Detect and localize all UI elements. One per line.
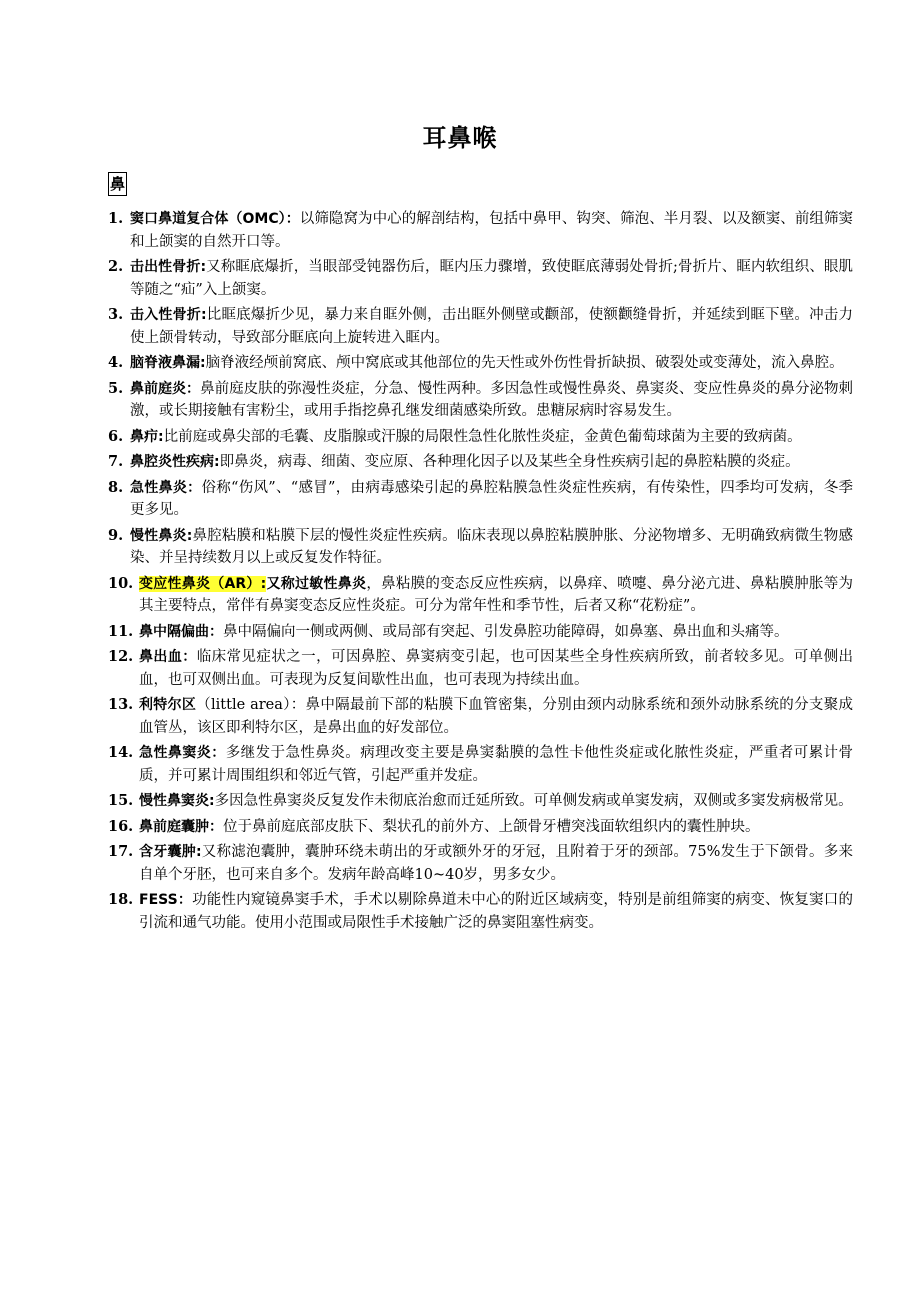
list-item bbox=[108, 646, 853, 691]
item-term: 慢性鼻窦炎: bbox=[139, 793, 215, 809]
item-term-extra: 又称过敏性鼻炎 bbox=[266, 575, 367, 592]
item-term: 窦口鼻道复合体（OMC）： bbox=[130, 211, 300, 227]
item-term: 鼻出血： bbox=[139, 649, 197, 665]
item-term: 鼻前庭炎： bbox=[130, 380, 201, 397]
item-number: 15. bbox=[108, 792, 134, 809]
item-term: 利特尔区 bbox=[139, 697, 197, 713]
list-item bbox=[108, 378, 853, 423]
list-item bbox=[108, 256, 853, 301]
list-item bbox=[108, 694, 853, 739]
item-number: 11. bbox=[108, 622, 134, 640]
item-text: 脑脊液经颅前窝底、颅中窝底或其他部位的先天性或外伤性骨折缺损、破裂处或变薄处，流入鼻腔。 bbox=[205, 355, 844, 371]
item-text: 多继发于急性鼻炎。病理改变主要是鼻窦黏膜的急性卡他性炎症或化脓性炎症，严重者可累计骨质，并可累计周围组织和邻近气管，引起严重并发症。 bbox=[139, 745, 854, 784]
item-text: ，鼻粘膜的变态反应性疾病，以鼻痒、喷嚏、鼻分泌亢进、鼻粘膜肿胀等为其主要特点，常伴有鼻窦变态反应性炎症。可分为常年性和季节性，后者又称“花粉症”。 bbox=[139, 575, 853, 614]
item-term: 击出性骨折: bbox=[130, 259, 207, 275]
list-item bbox=[108, 816, 853, 839]
item-number: 3. bbox=[108, 306, 124, 323]
list-item bbox=[108, 889, 853, 934]
list-item bbox=[108, 426, 853, 449]
list-item bbox=[108, 352, 853, 375]
item-number: 4. bbox=[108, 354, 124, 371]
item-term: 鼻中隔偏曲： bbox=[139, 623, 223, 640]
item-term: 急性鼻窦炎： bbox=[139, 745, 226, 761]
item-term: 慢性鼻炎: bbox=[130, 527, 193, 544]
item-text: 位于鼻前庭底部皮肤下、梨状孔的前外方、上颌骨牙槽突浅面软组织内的囊性肿块。 bbox=[223, 818, 760, 835]
item-text: 即鼻炎，病毒、细菌、变应原、各种理化因子以及某些全身性疾病引起的鼻腔粘膜的炎症。 bbox=[219, 454, 800, 470]
list-item bbox=[108, 304, 853, 349]
list-item bbox=[108, 621, 853, 644]
list-item bbox=[108, 525, 853, 570]
item-number: 5. bbox=[108, 379, 124, 397]
item-number: 12. bbox=[108, 648, 134, 665]
item-number: 16. bbox=[108, 817, 134, 835]
item-text: 功能性内窥镜鼻窦手术，手术以剔除鼻道未中心的附近区域病变，特别是前组筛窦的病变、恢复窦口的引流和通气功能。使用小范围或局限性手术接触广泛的鼻窦阻塞性病变。 bbox=[139, 892, 854, 931]
item-term: 脑脊液鼻漏: bbox=[130, 355, 206, 371]
highlighted-term: 变应性鼻炎（AR）: bbox=[139, 575, 267, 592]
item-number: 13. bbox=[108, 696, 134, 713]
section-heading: 鼻 bbox=[108, 172, 127, 196]
item-text: 多因急性鼻窦炎反复发作未彻底治愈而迁延所致。可单侧发病或单窦发病，双侧或多窦发病极常见。 bbox=[214, 793, 853, 809]
item-number: 18. bbox=[108, 891, 134, 908]
item-number: 7. bbox=[108, 453, 124, 470]
item-term: 击入性骨折: bbox=[130, 307, 207, 323]
item-term: FESS： bbox=[139, 892, 193, 908]
item-term: 急性鼻炎： bbox=[130, 479, 202, 496]
item-number: 9. bbox=[108, 526, 124, 544]
item-number: 14. bbox=[108, 744, 134, 761]
item-number: 1. bbox=[108, 210, 124, 227]
item-text: 鼻中隔偏向一侧或两侧、或局部有突起、引发鼻腔功能障碍，如鼻塞、鼻出血和头痛等。 bbox=[223, 623, 789, 640]
item-term: 鼻疖: bbox=[130, 428, 164, 445]
list-item bbox=[108, 573, 853, 618]
document-title: 耳鼻喉 bbox=[422, 124, 498, 152]
item-text: 比眶底爆折少见，暴力来自眶外侧，击出眶外侧壁或颧部，使额颧缝骨折，并延续到眶下壁。冲击力使上颌骨转动，导致部分眶底向上旋转进入眶内。 bbox=[130, 307, 853, 346]
item-text: 以筛隐窝为中心的解剖结构，包括中鼻甲、钩突、筛泡、半月裂、以及额窦、前组筛窦和上颌窦的自然开口等。 bbox=[130, 211, 854, 250]
item-text: 又称眶底爆折，当眼部受钝器伤后，眶内压力骤增，致使眶底薄弱处骨折;骨折片、眶内软组织、眼肌等随之“疝”入上颌窦。 bbox=[130, 259, 853, 298]
item-number: 17. bbox=[108, 843, 134, 860]
item-number: 6. bbox=[108, 427, 124, 445]
list-item bbox=[108, 841, 853, 886]
item-text: 鼻腔粘膜和粘膜下层的慢性炎症性疾病。临床表现以鼻腔粘膜肿胀、分泌物增多、无明确致病微生物感染、并呈持续数月以上或反复发作特征。 bbox=[130, 527, 853, 566]
item-text: 俗称“伤风”、“感冒”，由病毒感染引起的鼻腔粘膜急性炎症性疾病，有传染性，四季均可发病，冬季更多见。 bbox=[130, 479, 853, 518]
item-text: （little area）：鼻中隔最前下部的粘膜下血管密集，分别由颈内动脉系统和颈外动脉系统的分支聚成血管丛，该区即利特尔区，是鼻出血的好发部位。 bbox=[139, 697, 853, 736]
list-item bbox=[108, 477, 853, 522]
item-text: 比前庭或鼻尖部的毛囊、皮脂腺或汗腺的局限性急性化脓性炎症，金黄色葡萄球菌为主要的致病菌。 bbox=[163, 428, 802, 445]
item-term: 鼻腔炎性疾病: bbox=[130, 454, 220, 470]
list-item bbox=[108, 208, 853, 253]
item-number: 10. bbox=[108, 574, 134, 592]
item-text: 临床常见症状之一，可因鼻腔、鼻窦病变引起，也可因某些全身性疾病所致，前者较多见。可单侧出血，也可双侧出血。可表现为反复间歇性出血，也可表现为持续出血。 bbox=[139, 649, 853, 688]
item-term: 鼻前庭囊肿： bbox=[139, 818, 223, 835]
list-item bbox=[108, 451, 853, 474]
item-term: 含牙囊肿: bbox=[139, 844, 202, 860]
list-item bbox=[108, 790, 853, 813]
list-item bbox=[108, 742, 853, 787]
item-text: 鼻前庭皮肤的弥漫性炎症，分急、慢性两种。多因急性或慢性鼻炎、鼻窦炎、变应性鼻炎的鼻分泌物刺激，或长期接触有害粉尘，或用手指挖鼻孔继发细菌感染所致。患糖尿病时容易发生。 bbox=[130, 380, 854, 419]
item-number: 8. bbox=[108, 478, 124, 496]
item-text: 又称滤泡囊肿，囊肿环绕未萌出的牙或额外牙的牙冠，且附着于牙的颈部。75%发生于下颌骨。多来自单个牙胚，也可来自多个。发病年龄高峰10~40岁，男多女少。 bbox=[139, 844, 853, 883]
definition-list bbox=[108, 208, 853, 937]
item-number: 2. bbox=[108, 258, 124, 275]
